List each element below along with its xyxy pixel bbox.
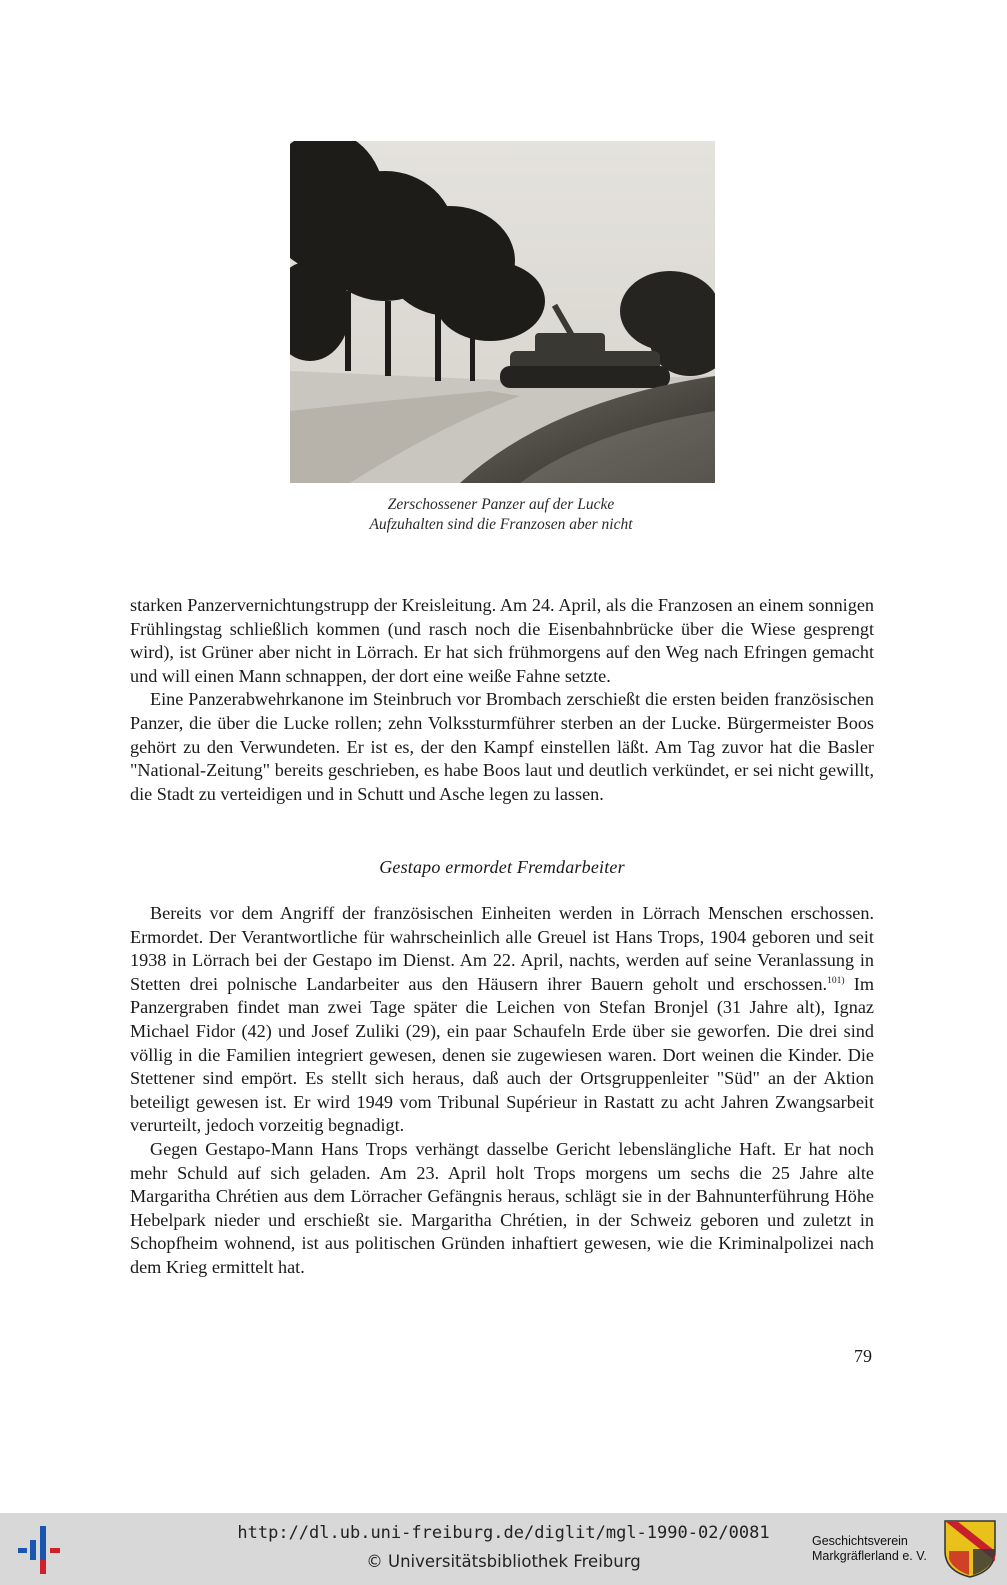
text-block-1 bbox=[130, 594, 874, 806]
caption-line-2: Aufzuhalten sind die Franzosen aber nicht bbox=[369, 516, 633, 533]
org-line-1: Geschichtsverein bbox=[812, 1534, 908, 1548]
footer-organization bbox=[812, 1534, 927, 1564]
paragraph-part: Bereits vor dem Angriff der französischen Einheiten werden in Lörrach Menschen erschossen. Ermordet. Der Verantwortliche für wahrscheinlich alle Greuel ist Hans Trops, 1904 geboren und seit 1938 in Lörrach bei der Gestapo im Dienst. Am 22. April, nachts, werden auf seine Veranlassung in Stetten drei polnische Landarbeiter aus den Häusern ihrer Bauern geholt und erschossen. bbox=[130, 903, 874, 994]
section-heading: Gestapo ermordet Fremdarbeiter bbox=[379, 857, 625, 877]
tank-photo-icon bbox=[290, 141, 715, 483]
caption-line-1: Zerschossener Panzer auf der Lucke bbox=[387, 496, 615, 513]
paragraph bbox=[130, 902, 874, 1138]
footnote-marker: 101) bbox=[827, 975, 845, 986]
footer-bar bbox=[0, 1513, 1007, 1585]
footer-url-link[interactable]: http://dl.ub.uni-freiburg.de/diglit/mgl-1990-02/0081 bbox=[237, 1523, 770, 1543]
paragraph-part: Im Panzergraben findet man zwei Tage später die Leichen von Stefan Bronjel (31 Jahre alt), Ignaz Michael Fidor (42) und Josef Zuliki (29), ein paar Schaufeln Erde über sie geworfen. Die drei sind völlig in die Familien integriert gewesen, denen sie zugewiesen waren. Dort weinen die Kinder. Die Stettener sind empört. Es stellt sich heraus, daß auch der Ortsgruppenleiter "Süd" an der Aktion beteiligt gewesen ist. Er wird 1949 vom Tribunal Supérieur in Rastatt zu acht Jahren Zwangsarbeit verurteilt, jedoch vorzeitig begnadigt. bbox=[130, 973, 874, 1136]
paragraph: Gegen Gestapo-Mann Hans Trops verhängt dasselbe Gericht lebenslängliche Haft. Er hat noch mehr Schuld auf sich geladen. Am 23. April holt Trops morgens um sechs die 25 Jahre alte Margaritha Chrétien aus dem Lörracher Gefängnis heraus, schlägt sie in der Bahnunterführung Höhe Hebelpark nieder und erschießt sie. Margaritha Chrétien, in der Schweiz geboren und zuletzt in Schopfheim wohnend, ist aus politischen Gründen inhaftiert gewesen, wie die Kriminalpolizei nach dem Krieg ermittelt hat. bbox=[130, 1138, 874, 1277]
text-block-2 bbox=[130, 902, 874, 1280]
org-line-2: Markgräflerland e. V. bbox=[812, 1549, 927, 1563]
footer-copyright: © Universitätsbibliothek Freiburg bbox=[366, 1552, 641, 1571]
paragraph: starken Panzervernichtungstrupp der Kreisleitung. Am 24. April, als die Franzosen an einem sonnigen Frühlingstag schließlich kommen (und rasch noch die Eisenbahnbrücke über die Wiese gesprengt wird), ist Grüner aber nicht in Lörrach. Er hat sich frühmorgens auf den Weg nach Efringen gemacht und will einen Mann schnappen, der dort eine weiße Fahne setzte. bbox=[130, 595, 874, 686]
photo-caption bbox=[130, 495, 872, 535]
paragraph: Eine Panzerabwehrkanone im Steinbruch vor Brombach zerschießt die ersten beiden französischen Panzer, die über die Lucke rollen; zehn Volkssturmführer sterben an der Lucke. Bürgermeister Boos gehört zu den Verwundeten. Er ist es, der den Kampf einstellen läßt. Am Tag zuvor hat die Basler "National-Zeitung" bereits geschrieben, es habe Boos laut und deutlich verkündet, er sei nicht gewillt, die Stadt zu verteidigen und in Schutt und Asche legen zu lassen. bbox=[130, 689, 874, 804]
historical-photo bbox=[290, 141, 715, 483]
coat-of-arms-icon bbox=[943, 1519, 997, 1579]
page-number: 79 bbox=[854, 1346, 872, 1366]
